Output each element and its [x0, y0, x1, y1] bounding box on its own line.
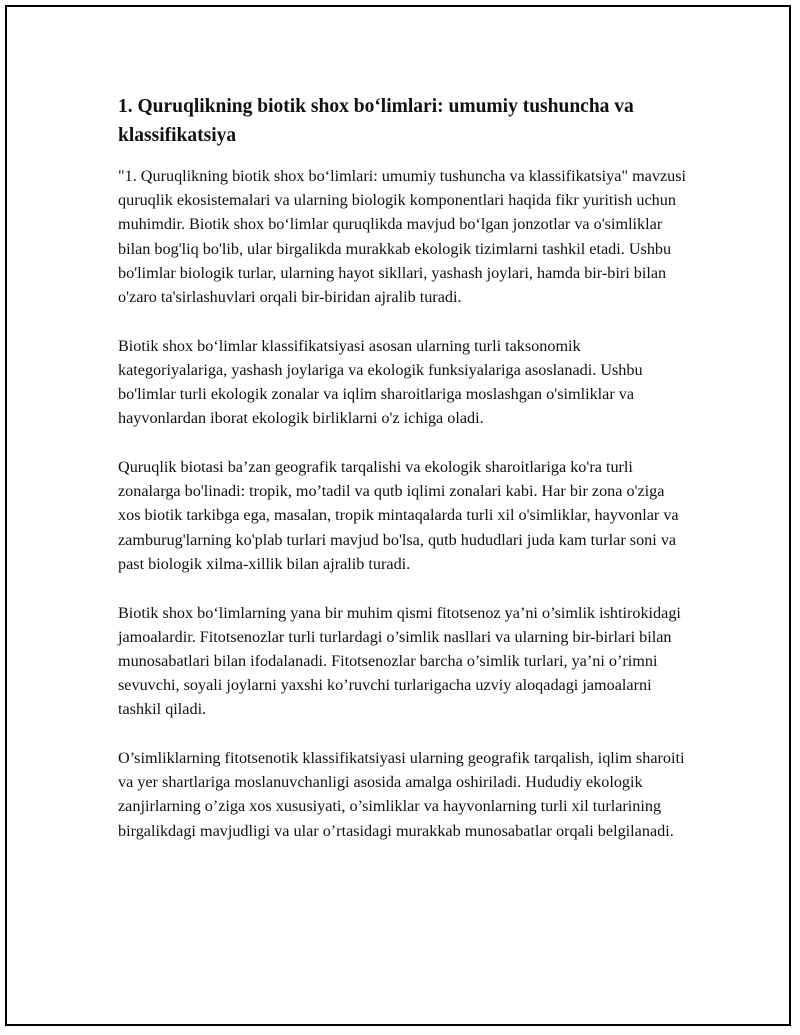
paragraph-2: Biotik shox bo‘limlar klassifikatsiyasi asosan ularning turli taksonomik kategoriyalariga, yashash joylariga va ekologik funksiyalariga asoslanadi. Ushbu bo'limlar turli ekologik zonalar va iqlim sharoitlariga moslashgan o'simliklar va hayvonlardan iborat ekologik birliklarni o'z ichiga oladi.	[118, 336, 643, 428]
paragraph-5: O’simliklarning fitotsenotik klassifikatsiyasi ularning geografik tarqalish, iqlim sharoiti va yer shartlariga moslanuvchanligi asosida amalga oshiriladi. Hududiy ekologik zanjirlarning o’ziga xos xususiyati, o’simliklar va hayvonlarning turli xil turlarining birgalikdagi mavjudligi va ular o’rtasidagi murakkab munosabatlar orqali belgilanadi.	[118, 749, 685, 840]
paragraph-3: Quruqlik biotasi ba’zan geografik tarqalishi va ekologik sharoitlariga ko'ra turli zonalarga bo'linadi: tropik, mo’tadil va qutb iqlimi zonalari kabi. Har bir zona o'ziga xos biotik tarkibga ega, masalan, tropik mintaqalarda turli xil o'simliklar, hayvonlar va zamburug'larning ko'plab turlari mavjud bo'lsa, qutb hududlari juda kam turlar soni va past biologik xilma-xillik bilan ajralib turadi.	[118, 458, 679, 573]
paragraph-1: "1. Quruqlikning biotik shox bo‘limlari: umumiy tushuncha va klassifikatsiya" mavzusi quruqlik ekosistemalari va ularning biologik komponentlari haqida fikr yuritish uchun muhimdir. Biotik shox bo‘limlar quruqlikda mavjud bo‘lgan jonzotlar va o'simliklar bilan bog'liq bo'lib, ular birgalikda murakkab ekologik tizimlarni tashkil etadi. Ushbu bo'limlar biologik turlar, ularning hayot sikllari, yashash joylari, hamda bir-biri bilan o'zaro ta'sirlashuvlari orqali bir-biridan ajralib turadi.	[118, 167, 687, 307]
paragraph-4: Biotik shox bo‘limlarning yana bir muhim qismi fitotsenoz ya’ni o’simlik ishtirokidagi jamoalardir. Fitotsenozlar turli turlardagi o’simlik nasllari va ularning bir-birlari bilan munosabatlari bilan ifodalanadi. Fitotsenozlar barcha o’simlik turlari, ya’ni o’rimni sevuvchi, soyali joylarni yaxshi ko’ruvchi turlarigacha uzviy aloqadagi jamoalarni tashkil qiladi.	[118, 603, 681, 719]
document-body	[118, 92, 688, 867]
page-title: 1. Quruqlikning biotik shox bo‘limlari: umumiy tushuncha va klassifikatsiya	[118, 96, 634, 146]
